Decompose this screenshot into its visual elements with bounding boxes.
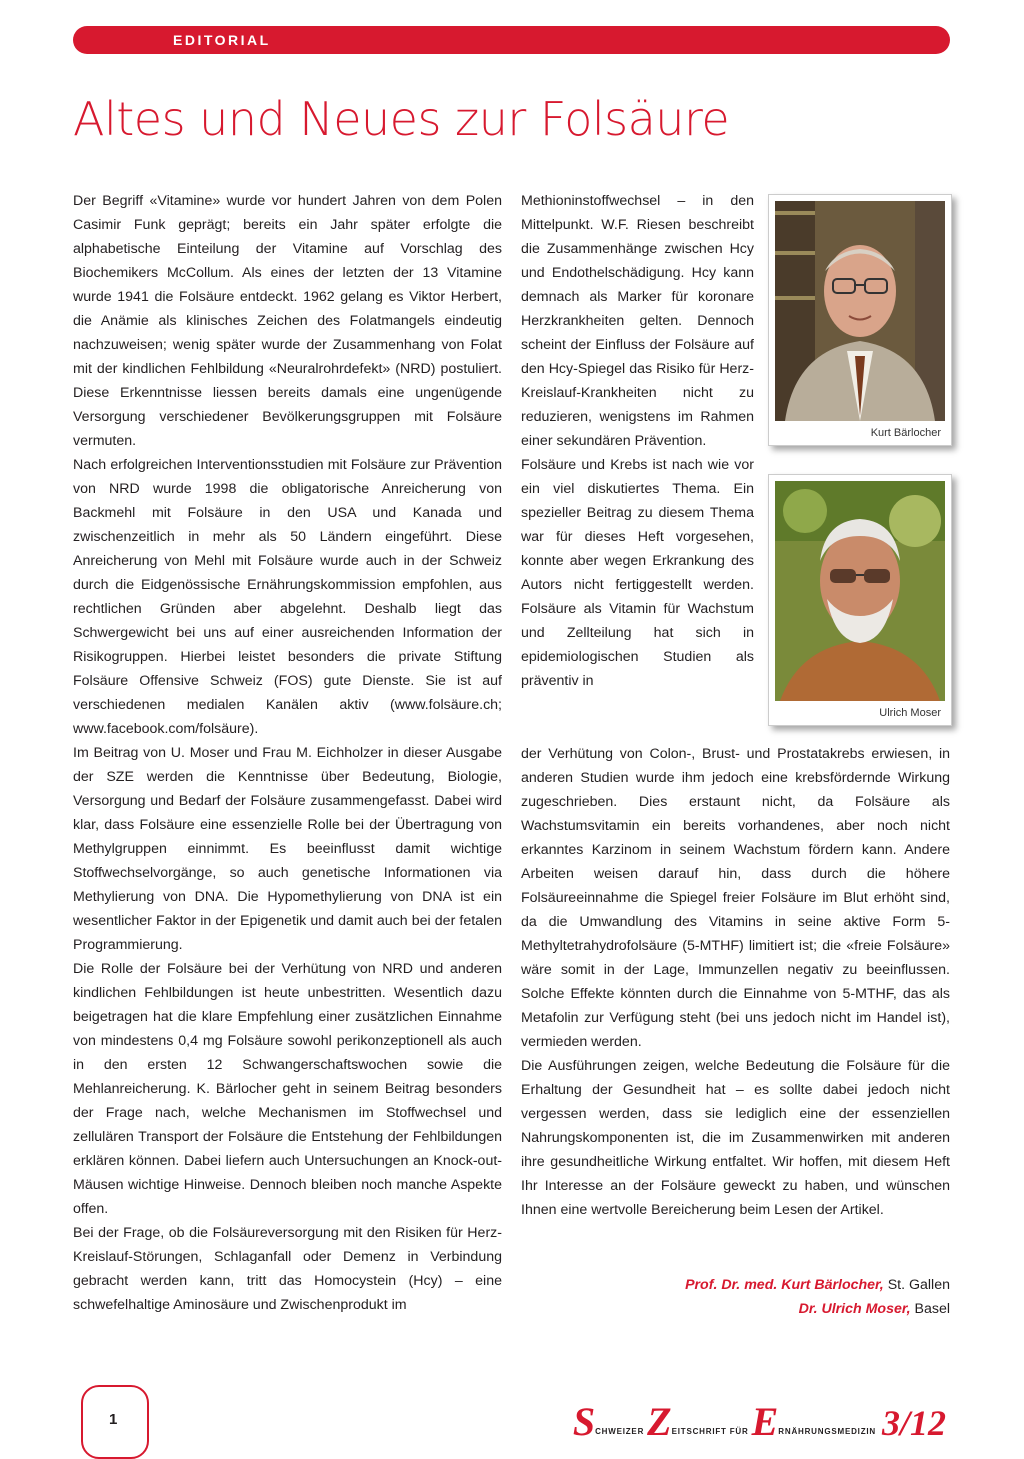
signature-name: Dr. Ulrich Moser, <box>798 1301 911 1317</box>
photo-kurt-baerlocher <box>768 194 952 446</box>
portrait-image <box>775 201 945 421</box>
paragraph: Der Begriff «Vitamine» wurde vor hundert Jahren von dem Polen Casimir Funk geprägt; bereits ein Jahr später erfolgte die alphabetische Einteilung der Vitamine auf Vorschlag des Biochemikers McCollum. Als eines der letzten der 13 Vitamine wurde 1941 die Folsäure entdeckt. 1962 gelang es Viktor Herbert, die Anämie als klinisches Zeichen des Folatmangels eindeutig nachzuweisen; wenig später wurde der Zusammenhang von Folat mit der kindlichen Fehlbildung «Neuralrohrdefekt» (NRD) postuliert. Diese Erkenntnisse liessen bereits damals eine ungenügende Versorgung verschiedener Bevölkerungsgruppen mit Folsäure vermuten. <box>73 193 502 449</box>
photo-ulrich-moser <box>768 474 952 726</box>
right-column-top <box>521 189 754 693</box>
left-column <box>73 189 502 1317</box>
article-title: Altes und Neues zur Folsäure <box>73 92 730 146</box>
paragraph: der Verhütung von Colon-, Brust- und Prostatakrebs erwiesen, in anderen Studien wurde ihm jedoch eine krebsfördernde Wirkung zugeschrieben. Dies erstaunt nicht, da Folsäure als Wachstumsvitamin ein bereits vorhandenes, aber noch nicht erkanntes Karzinom in seinem Wachstum fördern kann. Andere Arbeiten weisen darauf hin, dass durch die höhere Folsäureeinnahme die Spiegel freier Folsäure im Blut erhöht sind, da die Umwandlung des Vitamins in seine aktive Form 5-Methyltetrahydrofolsäure (5-MTHF) limitiert ist; die «freie Folsäure» wäre somit in der Lage, Immunzellen negativ zu beeinflussen. Solche Effekte könnten durch die Einnahme von 5-MTHF, das als Metafolin zur Verfügung steht (bei uns jedoch nicht im Handel ist), vermieden werden. <box>521 746 950 1050</box>
signature-moser <box>799 1301 950 1317</box>
paragraph: Bei der Frage, ob die Folsäureversorgung mit den Risiken für Herz-Kreislauf-Störungen, Schlaganfall oder Demenz in Verbindung gebracht werden kann, tritt das Homocystein (Hcy) – eine schwefelhaltige Aminosäure und Zwischenprodukt im <box>73 1225 502 1313</box>
photo-caption: Ulrich Moser <box>879 707 941 719</box>
journal-initial-z: Z <box>647 1399 672 1444</box>
photo-caption: Kurt Bärlocher <box>870 427 941 439</box>
page-number: 1 <box>109 1411 118 1428</box>
journal-initial-s: S <box>572 1399 596 1444</box>
paragraph: Folsäure und Krebs ist nach wie vor ein viel diskutiertes Thema. Ein spezieller Beitrag zu diesem Thema war für dieses Heft vorgesehen, konnte aber wegen Erkrankung des Autors nicht fertiggestellt werden. Folsäure als Vitamin für Wachstum und Zellteilung hat sich in epidemiologischen Studien als präventiv in <box>521 457 754 689</box>
paragraph: Die Rolle der Folsäure bei der Verhütung von NRD und anderen kindlichen Fehlbildungen ist heute unbestritten. Wesentlich dazu beigetragen hat die klare Empfehlung einer zusätzlichen Einnahme von mindestens 0,4 mg Folsäure sowohl perikonzeptionell als auch in den ersten 12 Schwangerschaftswochen sowie die Mehlanreicherung. K. Bärlocher geht in seinem Beitrag besonders der Frage nach, welche Mechanismen im Stoffwechsel und zellulären Transport der Folsäure die Entstehung der Fehlbildungen erklären können. Dabei liefern auch Untersuchungen an Knock-out-Mäusen wichtige Hinweise. Dennoch bleiben noch manche Aspekte offen. <box>73 961 502 1217</box>
signature-place: Basel <box>910 1301 950 1317</box>
signature-name: Prof. Dr. med. Kurt Bärlocher, <box>685 1277 884 1293</box>
portrait-image <box>775 481 945 701</box>
section-label: EDITORIAL <box>173 32 271 48</box>
journal-word-ernaehrungsmedizin: RNÄHRUNGSMEDIZIN <box>778 1426 876 1436</box>
journal-word-schweizer: CHWEIZER <box>595 1426 648 1436</box>
paragraph: Nach erfolgreichen Interventionsstudien mit Folsäure zur Prävention von NRD wurde 1998 die obligatorische Anreicherung von Backmehl mit Folsäure in den USA und Kanada und zwischenzeitlich in mehr als 50 Ländern eingeführt. Diese Anreicherung von Mehl mit Folsäure wurde auch in der Schweiz durch die Eidgenössische Ernährungskommission empfohlen, aus rechtlichen Gründen aber abgelehnt. Deshalb liegt das Schwergewicht bei uns auf einer ausreichenden Information der Risikogruppen. Hierbei leistet besonders die private Stiftung Folsäure Offensive Schweiz (FOS) gute Dienste. Sie ist auf verschiedenen medialen Kanälen aktiv (www.folsäure.ch; www.facebook.com/folsäure). <box>73 457 502 737</box>
issue-number: 3/12 <box>881 1403 946 1443</box>
journal-initial-e: E <box>751 1399 779 1444</box>
paragraph: Die Ausführungen zeigen, welche Bedeutung die Folsäure für die Erhaltung der Gesundheit hat – es sollte dabei jedoch nicht vergessen werden, dass sie lediglich eine der essenziellen Nahrungskomponenten ist, die im Zusammenwirken mit anderen ihre gesundheitliche Wirkung entfaltet. Wir hoffen, mit diesem Heft Ihr Interesse an der Folsäure geweckt zu haben, und wünschen Ihnen eine wertvolle Bereicherung beim Lesen der Artikel. <box>521 1058 950 1218</box>
journal-word-zeitschrift: EITSCHRIFT FÜR <box>671 1426 752 1436</box>
signature-baerlocher <box>685 1277 950 1293</box>
paragraph: Im Beitrag von U. Moser und Frau M. Eichholzer in dieser Ausgabe der SZE werden die Kenntnisse über Bedeutung, Biologie, Versorgung und Bedarf der Folsäure zusammengefasst. Dabei wird klar, dass Folsäure eine essenzielle Rolle bei der Übertragung von Methylgruppen einnimmt. Es beeinflusst damit wichtige Stoffwechselvorgänge, so auch genetische Informationen via Methylierung von DNA. Die Hypomethylierung von DNA ist ein wesentlicher Faktor in der Epigenetik und damit auch bei der fetalen Programmierung. <box>73 745 502 953</box>
section-banner <box>73 26 950 54</box>
signature-place: St. Gallen <box>883 1277 950 1293</box>
right-column-bottom <box>521 742 950 1222</box>
paragraph: Methioninstoffwechsel – in den Mittelpunkt. W.F. Riesen beschreibt die Zusammenhänge zwischen Hcy und Endothelschädigung. Hcy kann demnach als Marker für koronare Herzkrankheiten gelten. Dennoch scheint der Einfluss der Folsäure auf den Hcy-Spiegel das Risiko für Herz-Kreislauf-Krankheiten nicht zu reduzieren, wenigstens im Rahmen einer sekundären Prävention. <box>521 193 754 449</box>
journal-logo <box>573 1398 946 1445</box>
